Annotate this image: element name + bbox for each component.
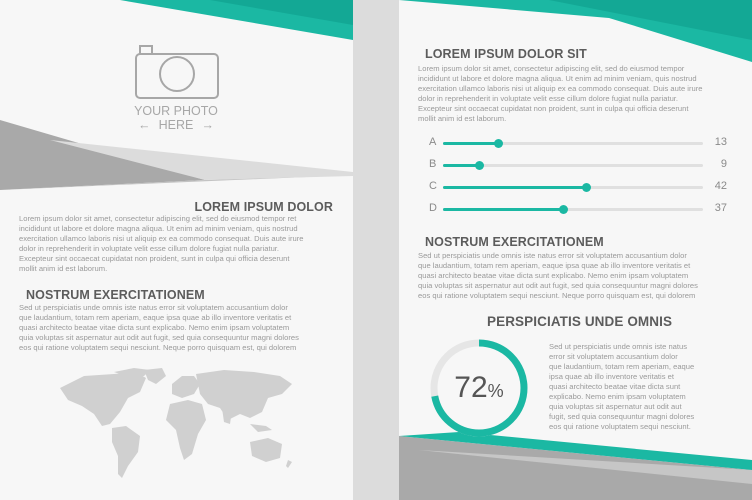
bar-track <box>443 186 703 189</box>
bar-track <box>443 164 703 167</box>
body-line: que laudantium, totam rem aperiam, eaque ipsa quae ab illo inventore veritatis et <box>418 261 691 270</box>
body-line: exercitation ullamco laboris nisi ut aliquip ex ea commodo consequat. Duis aute irure <box>418 84 703 93</box>
bar-label: C <box>429 180 437 192</box>
body-line: explicabo. Nemo enim ipsam voluptatem <box>549 392 686 401</box>
body-line: quasi architecto beatae vitae dicta sunt explicabo. Nemo enim ipsam voluptatem <box>418 271 689 280</box>
bar-row <box>399 202 752 216</box>
body-line: fugit, sed quia consequuntur magni dolores <box>549 412 695 421</box>
photo-placeholder-line1: YOUR PHOTO <box>134 104 218 118</box>
bar-value: 13 <box>714 136 727 148</box>
bar-fill <box>443 186 586 189</box>
body-line: Excepteur sint occaecat cupidatat non proident, sunt in culpa qui officia deserunt <box>19 254 290 263</box>
body-line: Sed ut perspiciatis unde omnis iste natus error sit voluptatem accusantium dolor <box>19 303 288 312</box>
body-line: mollit anim id est laborum. <box>19 264 108 273</box>
world-map <box>54 368 298 480</box>
body-line: eos qui ratione voluptatem sequi nesciunt. <box>549 422 691 431</box>
bar-knob[interactable] <box>582 183 591 192</box>
bar-label: A <box>429 136 437 148</box>
bar-label: B <box>429 158 437 170</box>
bar-row <box>399 136 752 150</box>
bar-knob[interactable] <box>559 205 568 214</box>
section-body <box>418 64 736 124</box>
body-line: Lorem ipsum dolor sit amet, consectetur adipiscing elit, sed do eiusmod tempor ret <box>19 214 297 223</box>
section-heading: PERSPICIATIS UNDE OMNIS <box>487 314 673 329</box>
body-line: que laudantium, totam rem aperiam, eaque ipsa quae ab illo inventore veritatis et <box>19 313 292 322</box>
arrow-right-icon: → <box>201 118 214 132</box>
section-body <box>418 251 736 301</box>
bar-track <box>443 208 703 211</box>
bar-track <box>443 142 703 145</box>
percentage-unit: % <box>487 381 504 401</box>
photo-placeholder-line2: HERE <box>158 118 194 132</box>
bar-knob[interactable] <box>475 161 484 170</box>
photo-placeholder-text <box>116 104 236 132</box>
body-line: dolor in reprehenderit in voluptate velit esse cillum dolore fugiat nulla pariatur. <box>19 244 280 253</box>
body-line: Lorem ipsum dolor sit amet, consectetur adipiscing elit, sed do eiusmod tempor <box>418 64 685 73</box>
section-heading: LOREM IPSUM DOLOR SIT <box>425 47 587 61</box>
body-line: incididunt ut labore et dolore magna aliqua. Ut enim ad minim veniam, quis nostrud <box>19 224 298 233</box>
body-line: que laudantium, totam rem aperiam, eaque <box>549 362 695 371</box>
camera-icon <box>134 44 220 100</box>
body-line: Sed ut perspiciatis unde omnis iste natus error sit voluptatem accusantium dolor <box>418 251 687 260</box>
section-heading: LOREM IPSUM DOLOR <box>194 200 333 214</box>
body-line: quasi architecto beatae vitae dicta sunt <box>549 382 681 391</box>
bar-value: 9 <box>720 158 727 170</box>
bar-row <box>399 180 752 194</box>
percentage-value <box>429 338 529 441</box>
section-body <box>19 303 344 353</box>
bar-fill <box>443 164 479 167</box>
body-line: exercitation ullamco laboris nisi ut aliquip ex ea commodo consequat. Duis aute irure <box>19 234 304 243</box>
body-line: error sit voluptatem accusantium dolor <box>549 352 678 361</box>
section-heading: NOSTRUM EXERCITATIONEM <box>26 288 205 302</box>
bar-label: D <box>429 202 437 214</box>
percentage-number: 72 <box>454 371 488 404</box>
bar-row <box>399 158 752 172</box>
body-line: ipsa quae ab illo inventore veritatis et <box>549 372 674 381</box>
body-line: eos qui ratione voluptatem sequi nesciunt. Neque porro quisquam est, qui dolorem <box>418 291 696 300</box>
right-page <box>399 0 752 500</box>
body-line: dolor in reprehenderit in voluptate velit esse cillum dolore fugiat nulla pariatur. <box>418 94 679 103</box>
body-line: quasi architecto beatae vitae dicta sunt explicabo. Nemo enim ipsam voluptatem <box>19 323 290 332</box>
body-line: quia voluptas sit aspernatur aut odit aut <box>549 402 682 411</box>
body-line: quia voluptas sit aspernatur aut odit aut fugit, sed quia consequuntur magni dolores <box>418 281 698 290</box>
body-line: incididunt ut labore et dolore magna aliqua. Ut enim ad minim veniam, quis nostrud <box>418 74 697 83</box>
left-page <box>0 0 353 500</box>
body-line: quia voluptas sit aspernatur aut odit aut fugit, sed quia consequuntur magni dolores <box>19 333 299 342</box>
section-heading: NOSTRUM EXERCITATIONEM <box>425 235 604 249</box>
bar-fill <box>443 142 498 145</box>
bar-fill <box>443 208 563 211</box>
bar-value: 42 <box>714 180 727 192</box>
bar-value: 37 <box>714 202 727 214</box>
body-line: eos qui ratione voluptatem sequi nesciunt. Neque porro quisquam est, qui dolorem <box>19 343 297 352</box>
body-line: mollit anim id est laborum. <box>418 114 507 123</box>
arrow-left-icon: ← <box>138 118 151 132</box>
bar-knob[interactable] <box>494 139 503 148</box>
section-body <box>549 342 744 432</box>
body-line: Sed ut perspiciatis unde omnis iste natus <box>549 342 688 351</box>
body-line: Excepteur sint occaecat cupidatat non proident, sunt in culpa qui officia deserunt <box>418 104 689 113</box>
section-body <box>19 214 344 274</box>
